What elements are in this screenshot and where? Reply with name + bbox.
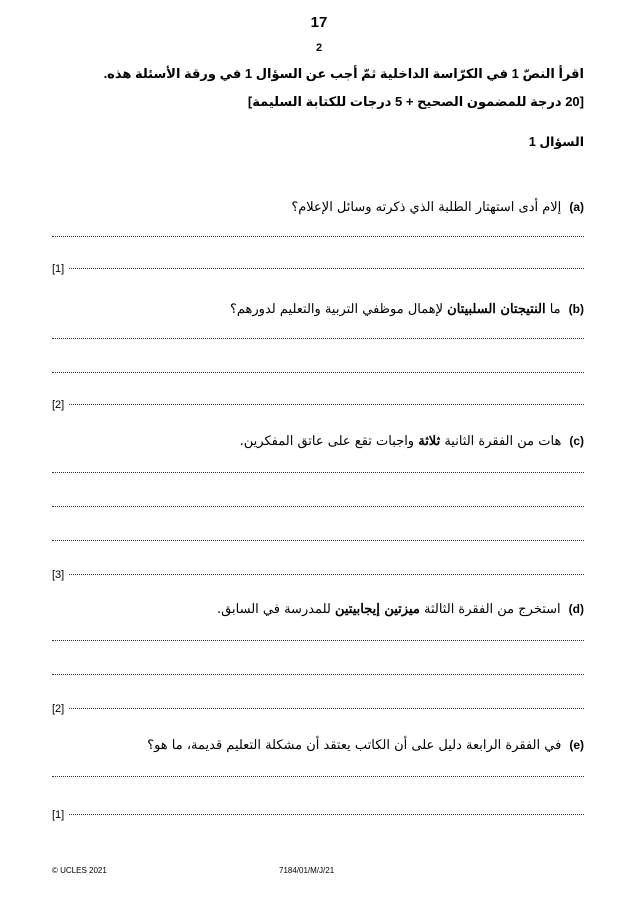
answer-line-c-1[interactable]	[52, 472, 584, 473]
question-d-label: (d)	[568, 602, 584, 616]
question-c-emphasis: ثلاثة	[418, 434, 441, 449]
answer-line-d-2[interactable]	[52, 674, 584, 675]
answer-line-b-1[interactable]	[52, 338, 584, 339]
question-e-text: في الفقرة الرابعة دليل على أن الكاتب يعتقد أن مشكلة التعليم قديمة، ما هو؟	[147, 738, 562, 753]
question-a-text: إلام أدى استهتار الطلبة الذي ذكرته وسائل الإعلام؟	[291, 200, 562, 215]
marks-b: [2]	[52, 399, 68, 411]
section-heading: السؤال 1	[528, 135, 584, 149]
answer-line-b-2[interactable]	[52, 372, 584, 373]
question-b-emphasis: النتيجتان السلبيتان	[447, 302, 546, 317]
footer-copyright: © UCLES 2021	[52, 866, 107, 875]
question-e-label: (e)	[569, 738, 584, 752]
question-e	[147, 738, 584, 753]
question-b-label: (b)	[568, 302, 584, 316]
question-d-pre: استخرج من الفقرة الثالثة	[419, 602, 561, 617]
instruction-line-1: اقرأ النصّ 1 في الكرّاسة الداخلية ثمّ أجب عن السؤال 1 في ورقة الأسئلة هذه.	[103, 66, 584, 81]
answer-line-c-3[interactable]	[52, 540, 584, 541]
question-d-post: للمدرسة في السابق.	[217, 602, 335, 617]
answer-line-d-1[interactable]	[52, 640, 584, 641]
answer-line-e-1[interactable]	[52, 776, 584, 777]
marks-d: [2]	[52, 703, 68, 715]
page-sub-number: 2	[315, 42, 323, 54]
question-b-post: لإهمال موظفي التربية والتعليم لدورهم؟	[230, 302, 448, 317]
answer-line-d-3[interactable]	[52, 708, 584, 709]
instruction-line-2: [20 درجة للمضمون الصحيح + 5 درجات للكتابة السليمة]	[247, 94, 584, 109]
answer-line-b-3[interactable]	[52, 404, 584, 405]
question-b	[230, 302, 584, 317]
page-number: 17	[310, 14, 328, 31]
marks-a: [1]	[52, 263, 68, 275]
footer-code: 7184/01/M/J/21	[279, 866, 335, 875]
question-a	[291, 200, 584, 215]
question-b-pre: ما	[545, 302, 561, 317]
question-c	[240, 434, 584, 449]
marks-e: [1]	[52, 809, 68, 821]
question-d	[217, 602, 584, 617]
answer-line-a-2[interactable]	[52, 268, 584, 269]
answer-line-e-2[interactable]	[52, 814, 584, 815]
answer-line-c-2[interactable]	[52, 506, 584, 507]
question-c-pre: هات من الفقرة الثانية	[440, 434, 562, 449]
answer-line-a-1[interactable]	[52, 236, 584, 237]
question-c-post: واجبات تقع على عاتق المفكرين.	[239, 434, 419, 449]
question-d-emphasis: ميزتين إيجابيتين	[334, 602, 420, 617]
answer-line-c-4[interactable]	[52, 574, 584, 575]
question-c-label: (c)	[569, 434, 584, 448]
question-a-label: (a)	[569, 200, 584, 214]
marks-c: [3]	[52, 569, 68, 581]
